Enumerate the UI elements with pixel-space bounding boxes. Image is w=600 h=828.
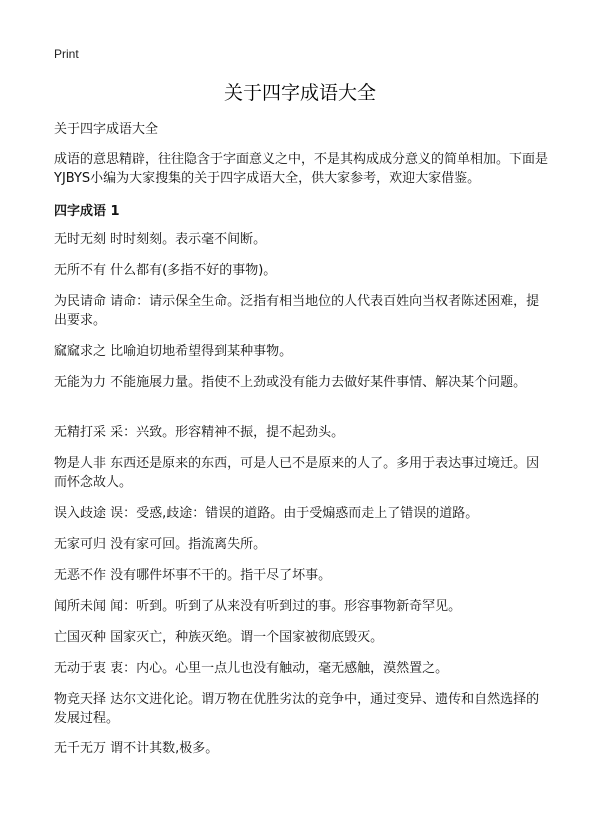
idiom-entry: 无动于衷 衷：内心。心里一点儿也没有触动，毫无感触，漠然置之。: [54, 661, 449, 676]
section-heading: 四字成语 1: [54, 204, 120, 219]
page-title: 关于四字成语大全: [223, 82, 376, 104]
intro-paragraph: 成语的意思精辟，往往隐含于字面意义之中，不是其构成成分意义的简单相加。下面是YJBYS小编为大家搜集的关于四字成语大全，供大家参考，欢迎大家借鉴。: [54, 152, 549, 186]
idiom-entry: 无时无刻 时时刻刻。表示毫不间断。: [54, 232, 267, 247]
idiom-entry: 无能为力 不能施展力量。指使不上劲或没有能力去做好某件事情、解决某个问题。: [54, 375, 527, 390]
idiom-entry: 物是人非 东西还是原来的东西，可是人已不是原来的人了。多用于表达事过境迁。因而怀念故人。: [54, 456, 540, 490]
subtitle: 关于四字成语大全: [54, 122, 159, 137]
idiom-entry: 无千无万 谓不计其数,极多。: [54, 741, 219, 756]
idiom-entry: 为民请命 请命：请示保全生命。泛指有相当地位的人代表百姓向当权者陈述困难，提出要求。: [54, 294, 540, 328]
print-link[interactable]: Print: [54, 47, 79, 61]
idiom-entry: 窳窳求之 比喻迫切地希望得到某种事物。: [54, 344, 293, 359]
idiom-entry: 无家可归 没有家可回。指流离失所。: [54, 537, 267, 552]
idiom-entry: 亡国灭种 国家灭亡，种族灭绝。谓一个国家被彻底毁灭。: [54, 630, 384, 645]
idiom-entry: 无恶不作 没有哪件坏事不干的。指干尽了坏事。: [54, 568, 332, 583]
idiom-entry: 误入歧途 误：受惑,歧途：错误的道路。由于受煽惑而走上了错误的道路。: [54, 506, 479, 521]
idiom-entry: 无精打采 采：兴致。形容精神不振，提不起劲头。: [54, 425, 345, 440]
idiom-entry: 物竞天择 达尔文进化论。谓万物在优胜劣汰的竞争中，通过变异、遗传和自然选择的发展过程。: [54, 692, 540, 726]
idiom-entry: 闻所未闻 闻：听到。听到了从来没有听到过的事。形容事物新奇罕见。: [54, 599, 462, 614]
idiom-entry: 无所不有 什么都有(多指不好的事物)。: [54, 263, 277, 278]
